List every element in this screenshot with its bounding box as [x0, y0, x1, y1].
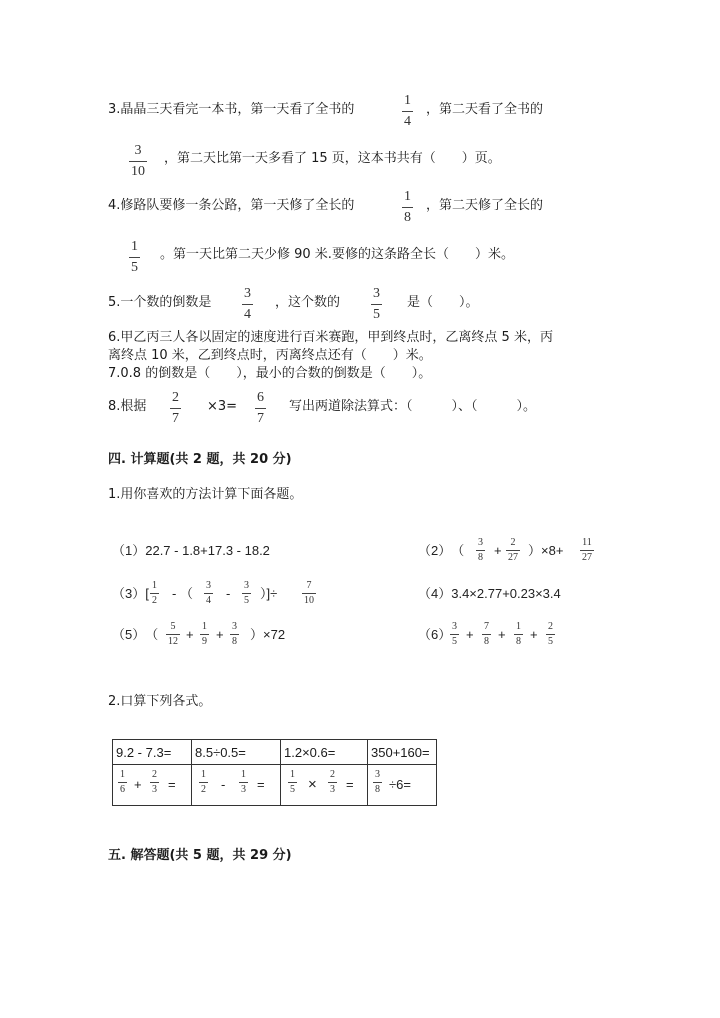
q6-text-line1: 6.甲乙丙三人各以固定的速度进行百米赛跑，甲到终点时，乙离终点 5 米，丙 [108, 330, 553, 345]
expr-4: （4）3.4×2.77+0.23×3.4 [418, 586, 561, 601]
expr-5-fraction-3: 3 8 [232, 621, 237, 647]
expr-6-plus-3: + [530, 627, 538, 642]
q8-text-a: 8.根据 [108, 399, 147, 414]
cell-2-op: - [221, 777, 226, 792]
oral-calculation-table [112, 739, 437, 806]
table-cell: 8.5÷0.5= [192, 740, 281, 765]
section-5-title: 五. 解答题(共 5 题，共 29 分) [108, 848, 292, 863]
cell-1-fraction-2: 2 3 [152, 769, 157, 795]
q8-fraction-2: 6 7 [257, 390, 264, 426]
cell-3-fraction-1: 1 5 [290, 769, 295, 795]
table-cell: 9.2 - 7.3= [113, 740, 192, 765]
expr-5-after: ）×72 [250, 627, 286, 642]
expr-1: （1）22.7 - 1.8+17.3 - 18.2 [112, 543, 270, 558]
expr-3-op-3: ）]÷ [260, 586, 278, 601]
table-cell [113, 765, 192, 806]
expr-6-fraction-3: 1 8 [516, 621, 521, 647]
cell-3-op: × [308, 776, 317, 793]
cell-2-fraction-1: 1 2 [201, 769, 206, 795]
expr-6-plus-1: + [466, 627, 474, 642]
section-4-title: 四. 计算题(共 2 题，共 20 分) [108, 452, 292, 467]
q3-fraction-2: 3 10 [131, 143, 145, 179]
question-7: 7.0.8 的倒数是（ ），最小的合数的倒数是（ ）。 [108, 366, 432, 381]
expr-5-label: （5） （ [112, 627, 159, 642]
expr-2-plus: + [494, 543, 502, 558]
expr-2-fraction-1: 3 8 [478, 537, 483, 563]
q3-text-a: 3.晶晶三天看完一本书，第一天看了全书的 [108, 102, 355, 117]
expr-2-fraction-3: 11 27 [582, 537, 592, 563]
expr-6-fraction-4: 2 5 [548, 621, 553, 647]
expr-6-plus-2: + [498, 627, 506, 642]
expr-3-op-1: - （ [172, 586, 193, 601]
cell-expression [195, 765, 277, 805]
q4-text-line2: 。第一天比第二天少修 90 米.要修的这条路全长（ ）米。 [160, 247, 514, 262]
cell-2-fraction-2: 1 3 [241, 769, 246, 795]
cell-3-fraction-2: 2 3 [330, 769, 335, 795]
table-cell: 350+160= [368, 740, 437, 765]
cell-3-equals: = [346, 777, 354, 792]
table-cell: 1.2×0.6= [281, 740, 368, 765]
table-cell [368, 765, 437, 806]
q3-text-b: ，第二天看了全书的 [426, 102, 544, 117]
expr-6-fraction-2: 7 8 [484, 621, 489, 647]
expr-5-fraction-1: 5 12 [168, 621, 178, 647]
table-cell [281, 765, 368, 806]
cell-4-rest: ÷6= [389, 777, 411, 792]
q3-fraction-1: 1 4 [404, 93, 411, 129]
cell-1-fraction-1: 1 6 [120, 769, 125, 795]
section-4-part2-title: 2.口算下列各式。 [108, 694, 212, 709]
q8-text-b: ×3= [207, 399, 238, 414]
q4-fraction-2: 1 5 [131, 239, 138, 275]
q4-text-b: ，第二天修了全长的 [426, 198, 544, 213]
cell-1-equals: = [168, 777, 176, 792]
expr-6-fraction-1: 3 5 [452, 621, 457, 647]
expr-3-fraction-3: 3 5 [244, 580, 249, 606]
cell-expression [116, 765, 188, 805]
q5-text-b: ，这个数的 [275, 295, 341, 310]
expr-5-plus-1: + [186, 627, 194, 642]
q5-text-c: 是（ ）。 [407, 295, 479, 310]
cell-4-fraction-1: 3 8 [375, 769, 380, 795]
expr-5-fraction-2: 1 9 [202, 621, 207, 647]
expr-6-label: （6） [418, 627, 452, 642]
q5-text-a: 5.一个数的倒数是 [108, 295, 212, 310]
q4-fraction-1: 1 8 [404, 189, 411, 225]
cell-2-equals: = [257, 777, 265, 792]
q5-fraction-1: 3 4 [244, 286, 251, 322]
table-cell [192, 765, 281, 806]
expr-3-fraction-2: 3 4 [206, 580, 211, 606]
q8-text-c: 写出两道除法算式：（ ）、（ ）。 [289, 399, 537, 414]
table-row [113, 765, 437, 806]
expr-2-fraction-2: 2 27 [508, 537, 518, 563]
table-row [113, 740, 437, 765]
expr-3-fraction-4: 7 10 [304, 580, 314, 606]
expr-3-label: （3）[ [112, 586, 149, 601]
q3-text-line2: ，第二天比第一天多看了 15 页，这本书共有（ ）页。 [164, 151, 501, 166]
expr-3-fraction-1: 1 2 [152, 580, 157, 606]
q5-fraction-2: 3 5 [373, 286, 380, 322]
expr-3-op-2: - [226, 586, 231, 601]
q6-text-line2: 离终点 10 米，乙到终点时，丙离终点还有（ ）米。 [108, 348, 432, 363]
expr-5-plus-2: + [216, 627, 224, 642]
cell-expression [371, 765, 433, 805]
q8-fraction-1: 2 7 [172, 390, 179, 426]
cell-1-op: + [134, 777, 142, 792]
section-4-part1-title: 1.用你喜欢的方法计算下面各题。 [108, 487, 303, 502]
expr-2-label: （2） （ [418, 543, 465, 558]
q4-text-a: 4.修路队要修一条公路，第一天修了全长的 [108, 198, 355, 213]
cell-expression [284, 765, 364, 805]
expr-2-after: ）×8+ [528, 543, 564, 558]
